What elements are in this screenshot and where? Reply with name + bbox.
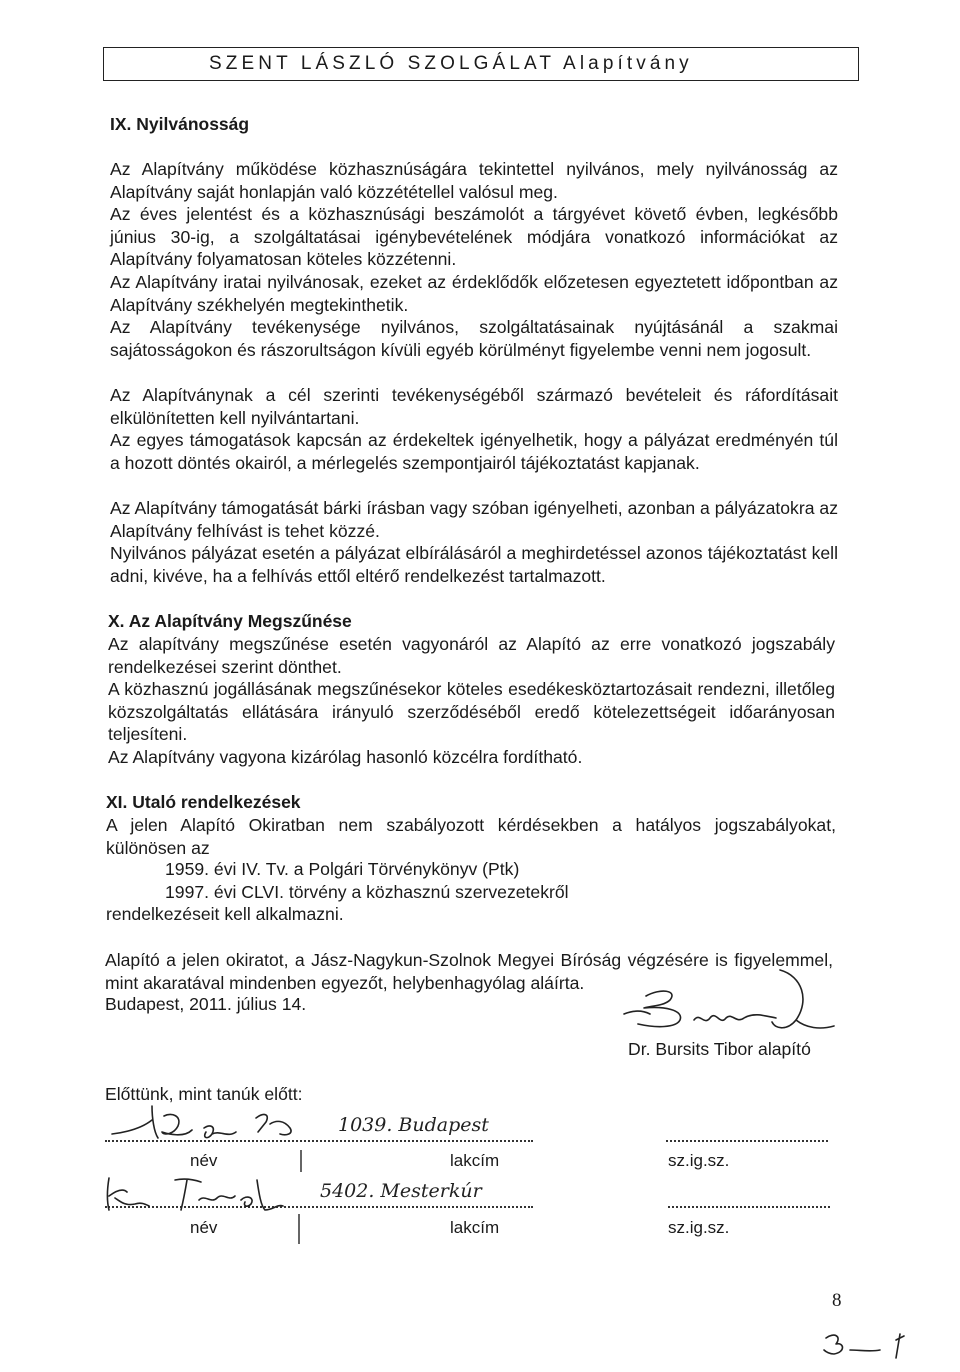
initials-signature bbox=[820, 1328, 920, 1362]
witness-heading: Előttünk, mint tanúk előtt: bbox=[105, 1084, 303, 1104]
witness1-signature bbox=[108, 1098, 338, 1146]
law-item: 1997. évi CLVI. törvény a közhasznú szervezetekről bbox=[165, 882, 569, 902]
header-title: SZENT LÁSZLÓ SZOLGÁLAT Alapítvány bbox=[209, 53, 693, 74]
id-label: sz.ig.sz. bbox=[668, 1151, 730, 1170]
paragraph: Az Alapítvány működése közhasznúságára tekintettel nyilvános, mely nyilvánosság az Alapítvány saját honlapján való közzététellel valósul meg. bbox=[110, 159, 838, 202]
paragraph: Az egyes támogatások kapcsán az érdekeltek igényelhetik, hogy a pályázat eredményén túl a hozott döntés okairól, a mérlegelés szempontjairól tájékoztatást kapjanak. bbox=[110, 430, 838, 473]
paragraph: A jelen Alapító Okiratban nem szabályozott kérdésekben a hatályos jogszabályokat, különösen az bbox=[106, 815, 836, 858]
witness2-address: 5402. Mesterkúr bbox=[320, 1180, 482, 1202]
section-heading: IX. Nyilvánosság bbox=[110, 114, 250, 134]
pen-stroke bbox=[300, 1150, 302, 1172]
paragraph: A közhasznú jogállásának megszűnésekor köteles esedékesköztartozásait rendezni, illetőleg közszolgáltatás ellátására irányuló szerződéséből eredő kötelezettségeit időarányosan teljesíteni. bbox=[108, 679, 835, 744]
section-heading: XI. Utaló rendelkezések bbox=[106, 792, 301, 812]
place-date: Budapest, 2011. július 14. bbox=[105, 994, 307, 1014]
address-label: lakcím bbox=[450, 1218, 500, 1237]
paragraph: Nyilvános pályázat esetén a pályázat elbírálásáról a meghirdetéssel azonos tájékoztatást kell adni, kivéve, ha a felhívás ettől eltérő rendelkezést tartalmazott. bbox=[110, 543, 838, 586]
paragraph: Az Alapítvány támogatását bárki írásban vagy szóban igényelheti, azonban a pályázatokra az Alapítvány felhívást is tehet közzé. bbox=[110, 498, 838, 541]
witness1-address: 1039. Budapest bbox=[338, 1114, 489, 1136]
paragraph: Az Alapítványnak a cél szerinti tevékenységéből származó bevételeit és ráfordításait elkülönítetten kell nyilvántartani. bbox=[110, 385, 838, 428]
paragraph: Az alapítvány megszűnése esetén vagyonáról az Alapító az erre vonatkozó jogszabály rendelkezései szerint dönthet. bbox=[108, 634, 835, 677]
header-box bbox=[103, 47, 859, 81]
page-number: 8 bbox=[832, 1290, 842, 1311]
name-label: név bbox=[190, 1151, 218, 1170]
section-heading: X. Az Alapítvány Megszűnése bbox=[108, 611, 352, 631]
founder-signature bbox=[620, 970, 850, 1040]
paragraph: Az Alapítvány iratai nyilvánosak, ezeket az érdeklődők előzetesen egyeztetett időpontban az Alapítvány székhelyén megtekinthetik. bbox=[110, 272, 838, 315]
paragraph: rendelkezéseit kell alkalmazni. bbox=[106, 904, 344, 924]
paragraph: Az éves jelentést és a közhasznúsági beszámolót a tárgyévet követő évben, legkésőbb június 30-ig, a szolgáltatásai igénybevételének módjára vonatkozó információkat az Alapítvány folyamatosan köteles közzétenni. bbox=[110, 204, 838, 269]
law-item: 1959. évi IV. Tv. a Polgári Törvénykönyv (Ptk) bbox=[165, 859, 520, 879]
founder-name: Dr. Bursits Tibor alapító bbox=[628, 1039, 811, 1059]
pen-stroke bbox=[298, 1214, 300, 1244]
id-line bbox=[668, 1206, 830, 1208]
witness2-signature bbox=[95, 1170, 325, 1218]
id-line bbox=[666, 1140, 828, 1142]
paragraph: Az Alapítvány tevékenysége nyilvános, szolgáltatásainak nyújtásánál a szakmai sajátosságokon és rászorultságon kívüli egyéb körülményt figyelembe venni nem jogosult. bbox=[110, 317, 838, 360]
address-label: lakcím bbox=[450, 1151, 500, 1170]
closing-statement: Alapító a jelen okiratot, a Jász-Nagykun-Szolnok Megyei Bíróság végzésére is figyelemmel, mint akaratával mindenben egyezőt, helybenhagyólag aláírta. bbox=[105, 950, 833, 993]
name-label: név bbox=[190, 1218, 218, 1237]
id-label: sz.ig.sz. bbox=[668, 1218, 730, 1237]
paragraph: Az Alapítvány vagyona kizárólag hasonló közcélra fordítható. bbox=[108, 747, 583, 767]
